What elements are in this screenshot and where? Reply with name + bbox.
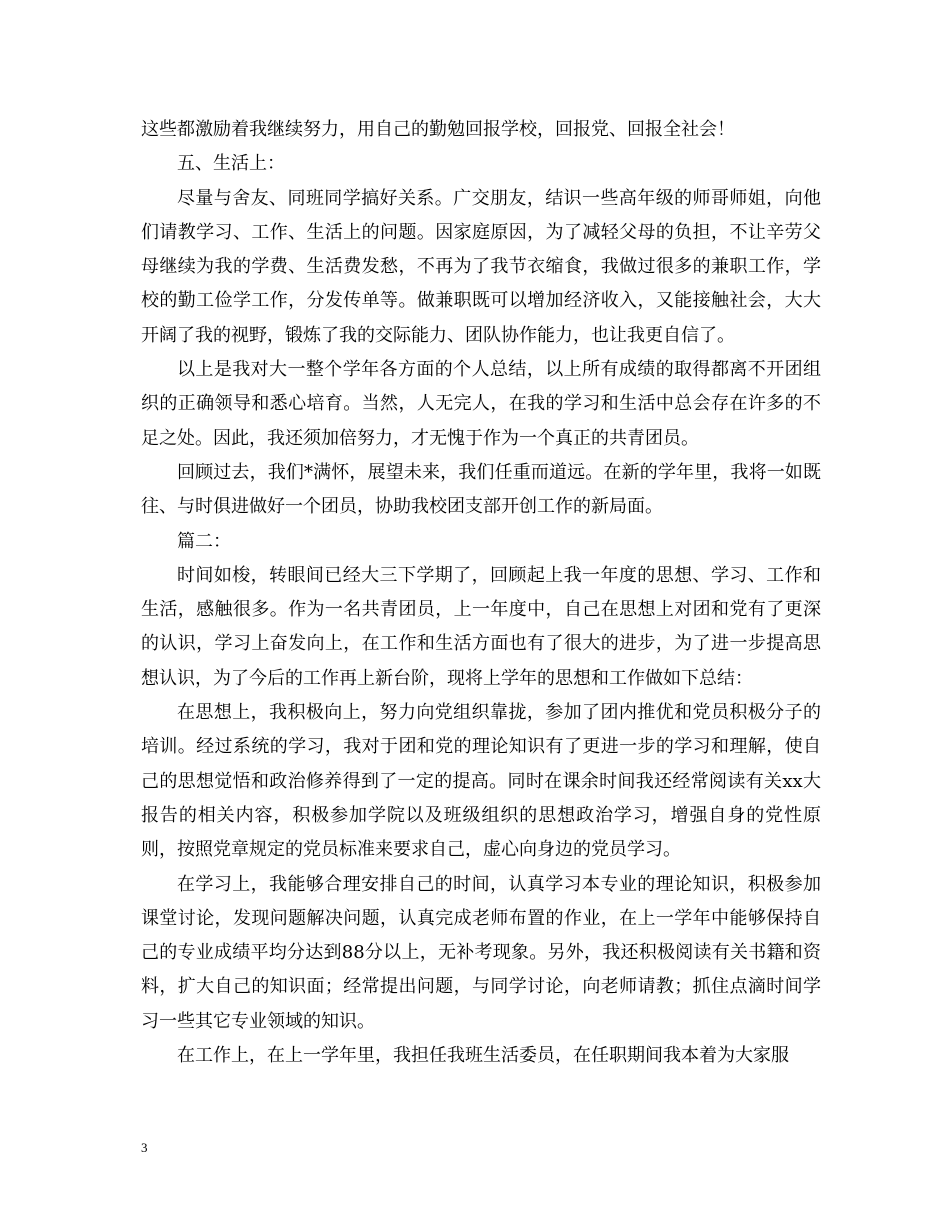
section-heading-part-two: 篇二： <box>177 530 231 552</box>
paragraph-review: 回顾过去，我们*满怀，展望未来，我们任重而道远。在新的学年里，我将一如既往、与时俱进做好一个团员，协助我校团支部开创工作的新局面。 <box>141 461 821 518</box>
paragraph-summary: 以上是我对大一整个学年各方面的个人总结，以上所有成绩的取得都离不开团组织的正确领导和悉心培育。当然，人无完人，在我的学习和生活中总会存在许多的不足之处。因此，我还须加倍努力，才无愧于作为一个真正的共青团员。 <box>141 359 821 449</box>
paragraph-thought: 在思想上，我积极向上，努力向党组织靠拢，参加了团内推优和党员积极分子的培训。经过系统的学习，我对于团和党的理论知识有了更进一步的学习和理解，使自己的思想觉悟和政治修养得到了一定的提高。同时在课余时间我还经常阅读有关xx大报告的相关内容，积极参加学院以及班级组织的思想政治学习，增强自身的党性原则，按照党章规定的党员标准来要求自己，虚心向身边的党员学习。 <box>141 702 821 861</box>
paragraph-1: 这些都激励着我继续努力，用自己的勤勉回报学校，回报党、回报全社会！ <box>141 119 735 140</box>
paragraph-intro-part-two: 时间如梭，转眼间已经大三下学期了，回顾起上我一年度的思想、学习、工作和生活，感触很多。作为一名共青团员，上一年度中，自己在思想上对团和党有了更深的认识，学习上奋发向上，在工作和生活方面也有了很大的进步，为了进一步提高思想认识，为了今后的工作再上新台阶，现将上学年的思想和工作做如下总结： <box>141 564 821 689</box>
document-body <box>141 113 821 1073</box>
paragraph-life: 尽量与舍友、同班同学搞好关系。广交朋友，结识一些高年级的师哥师姐，向他们请教学习、工作、生活上的问题。因家庭原因，为了减轻父母的负担，不让辛劳父母继续为我的学费、生活费发愁，不再为了我节衣缩食，我做过很多的兼职工作，学校的勤工俭学工作，分发传单等。做兼职既可以增加经济收入，又能接触社会，大大开阔了我的视野，锻炼了我的交际能力、团队协作能力，也让我更自信了。 <box>141 187 821 346</box>
section-heading-life: 五、生活上： <box>177 153 285 175</box>
page-number: 3 <box>141 1140 148 1155</box>
paragraph-study: 在学习上，我能够合理安排自己的时间，认真学习本专业的理论知识，积极参加课堂讨论，发现问题解决问题，认真完成老师布置的作业，在上一学年中能够保持自己的专业成绩平均分达到88分以上，无补考现象。另外，我还积极阅读有关书籍和资料，扩大自己的知识面；经常提出问题，与同学讨论，向老师请教；抓住点滴时间学习一些其它专业领域的知识。 <box>141 873 821 1032</box>
paragraph-work: 在工作上，在上一学年里，我担任我班生活委员，在任职期间我本着为大家服 <box>177 1045 789 1067</box>
